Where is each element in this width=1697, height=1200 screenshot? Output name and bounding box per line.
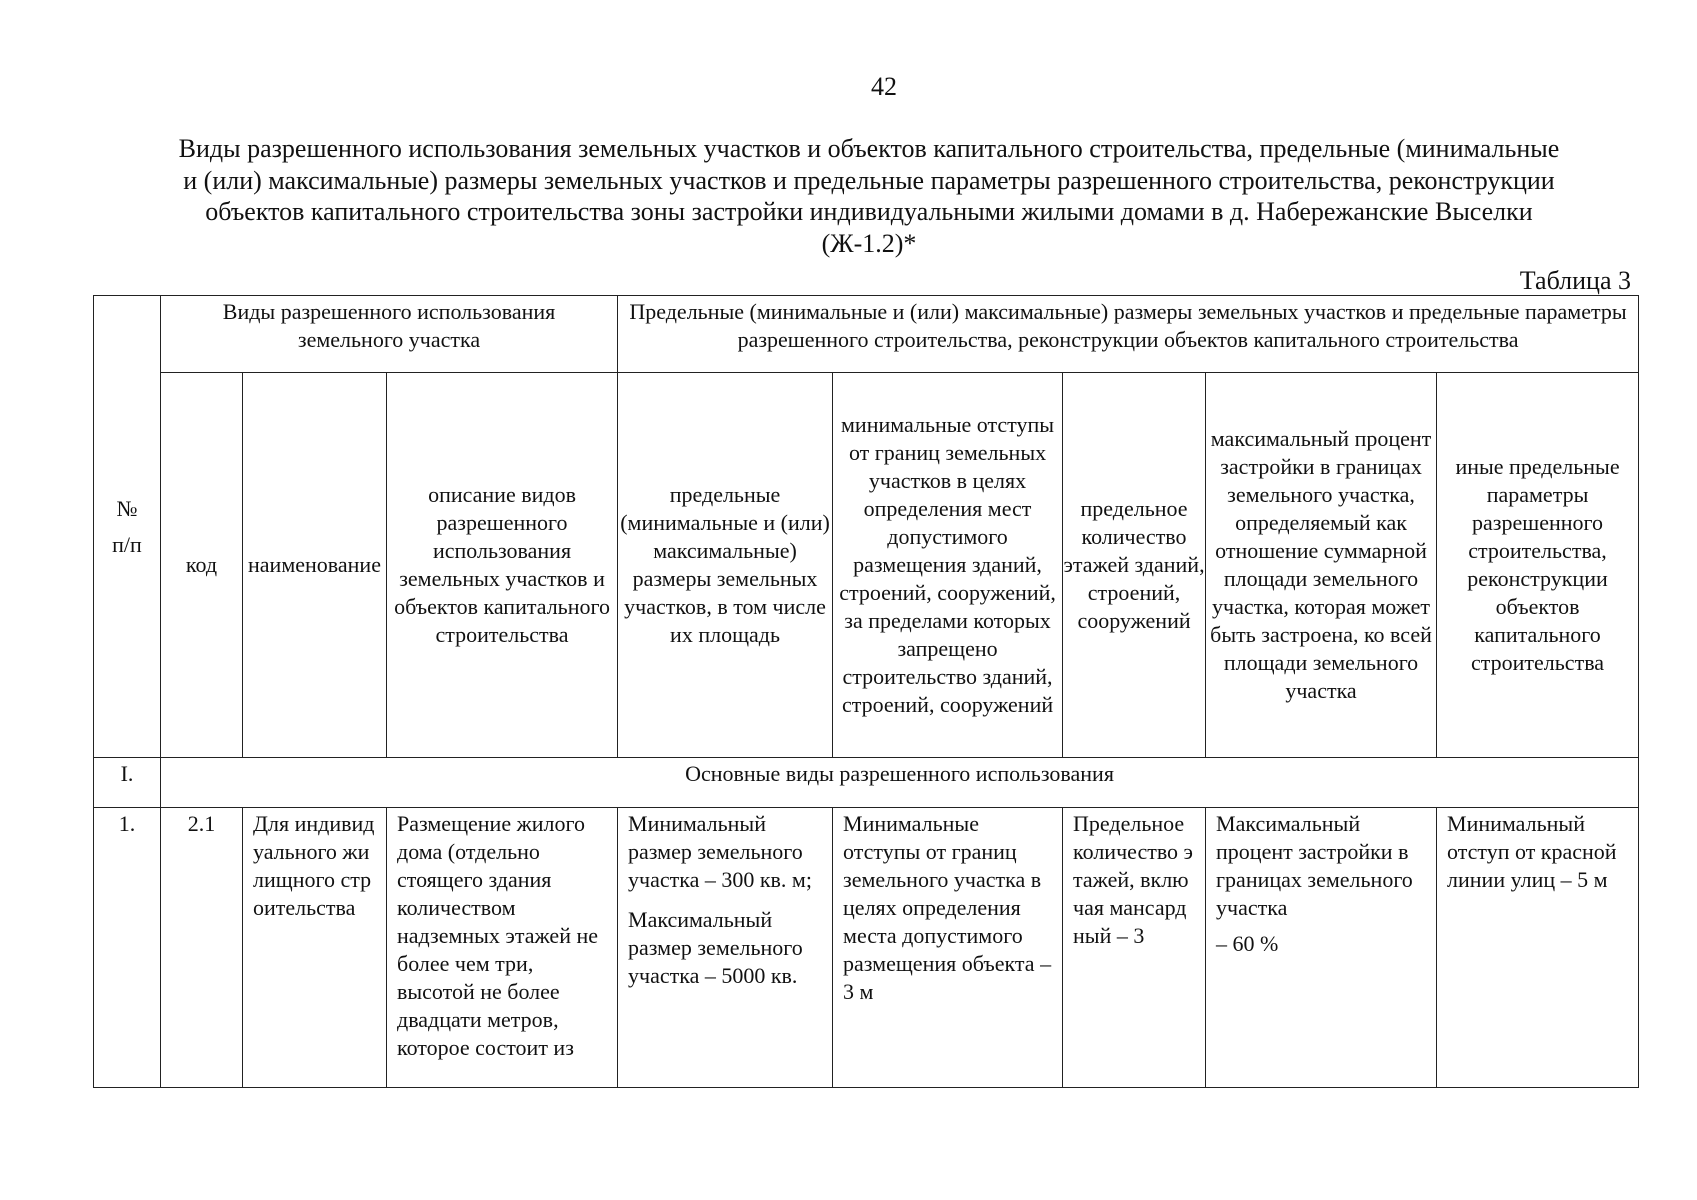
row-plot-size bbox=[618, 808, 833, 1088]
header-setback: минимальные отступы от границ земельных участков в целях определения мест допустимого размещения зданий, строений, сооружений, за пределами которых запрещено строительство зданий, строений, сооружений bbox=[833, 373, 1063, 758]
title-line: и (или) максимальные) размеры земельных участков и предельные параметры разрешенного строительства, реконструкции bbox=[183, 165, 1555, 195]
plot-size-max: Максимальный размер земельного участка – 5000 кв. bbox=[628, 907, 803, 988]
title-line: (Ж-1.2)* bbox=[821, 228, 917, 258]
plot-size-min: Минимальный размер земельного участка – 300 кв. м; bbox=[628, 811, 812, 892]
coverage-label: Максимальный процент застройки в границах земельного участка bbox=[1216, 811, 1413, 920]
section-number: I. bbox=[94, 758, 161, 808]
table-caption: Таблица 3 bbox=[1519, 266, 1631, 295]
header-group-limits: Предельные (минимальные и (или) максимальные) размеры земельных участков и предельные параметры разрешенного строительства, реконструкции объектов капитального строительства bbox=[618, 296, 1639, 373]
row-setback: Минимальные отступы от границ земельного участка в целях определения места допустимого размещения объекта – 3 м bbox=[833, 808, 1063, 1088]
header-coverage: максимальный процент застройки в границах земельного участка, определяемый как отношение суммарной площади земельного участка, которая может быть застроена, ко всей площади земельного участка bbox=[1206, 373, 1437, 758]
document-title bbox=[104, 133, 1634, 259]
section-label: Основные виды разрешенного использования bbox=[161, 758, 1639, 808]
row-name: Для индивидуального жилищного строительства bbox=[243, 808, 387, 1088]
number-label: п/п bbox=[112, 531, 142, 557]
table-row bbox=[94, 808, 1639, 1088]
row-description: Размещение жилого дома (отдельно стоящего здания количеством надземных этажей не более чем три, высотой не более двадцати метров, которое состоит из bbox=[387, 808, 618, 1088]
header-row-number bbox=[94, 296, 161, 758]
row-floors: Предельное количество этажей, включая мансардный – 3 bbox=[1063, 808, 1206, 1088]
row-coverage bbox=[1206, 808, 1437, 1088]
header-plot-size: предельные (минимальные и (или) максимальные) размеры земельных участков, в том числе их площадь bbox=[618, 373, 833, 758]
row-other-params: Минимальный отступ от красной линии улиц – 5 м bbox=[1437, 808, 1639, 1088]
header-other-params: иные предельные параметры разрешенного строительства, реконструкции объектов капитального строительства bbox=[1437, 373, 1639, 758]
header-floors: предельное количество этажей зданий, строений, сооружений bbox=[1063, 373, 1206, 758]
row-code: 2.1 bbox=[161, 808, 243, 1088]
title-line: объектов капитального строительства зоны застройки индивидуальными жилыми домами в д. Набережанские Выселки bbox=[205, 197, 1533, 226]
row-number: 1. bbox=[94, 808, 161, 1088]
land-use-table bbox=[93, 295, 1639, 1088]
page-number: 42 bbox=[871, 72, 897, 101]
coverage-value: – 60 % bbox=[1216, 931, 1279, 956]
header-code: код bbox=[161, 373, 243, 758]
header-description: описание видов разрешенного использования земельных участков и объектов капитального строительства bbox=[387, 373, 618, 758]
number-sign: № bbox=[116, 495, 138, 521]
title-line: Виды разрешенного использования земельных участков и объектов капитального строительства, предельные (минимальные bbox=[178, 134, 1560, 163]
header-group-land-use: Виды разрешенного использования земельного участка bbox=[161, 296, 618, 373]
header-name: наименование bbox=[243, 373, 387, 758]
